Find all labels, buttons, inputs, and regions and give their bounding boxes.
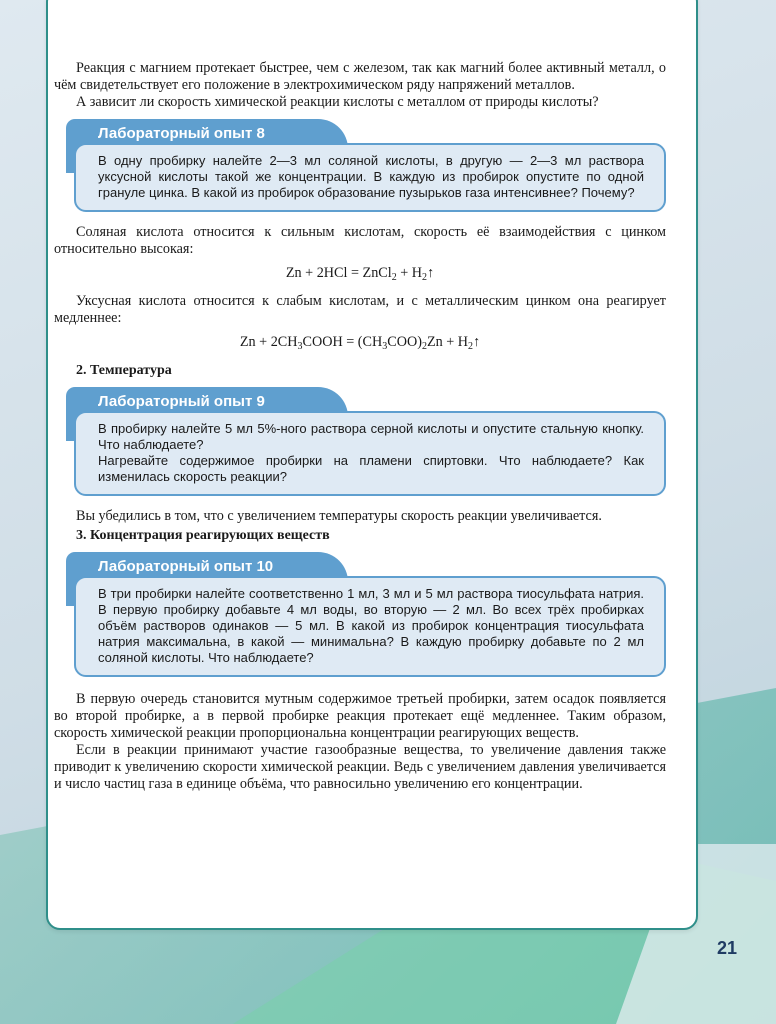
formula-part: COO) <box>387 334 422 350</box>
chemical-equation <box>54 264 666 287</box>
formula-subscript: 3 <box>382 341 388 352</box>
section-heading: 2. Температура <box>76 363 172 378</box>
lab-instructions <box>74 411 666 496</box>
chemical-equation <box>54 333 666 356</box>
paragraph: Уксусная кислота относится к слабым кислотам, и с металлическим цинком она реагирует медленнее: <box>54 293 666 326</box>
paragraph: А зависит ли скорость химической реакции кислоты с металлом от природы кислоты? <box>76 94 599 110</box>
formula-part: Zn + 2CH <box>239 334 298 350</box>
lab-experiment-8 <box>54 119 666 212</box>
lab-text: В пробирку налейте 5 мл 5%-ного раствора серной кислоты и опустите стальную кнопку. Что наблюдаете? <box>98 421 644 452</box>
formula-subscript: 2 <box>391 272 397 283</box>
paragraph: Соляная кислота относится к сильным кислотам, скорость её взаимодействия с цинком относительно высокая: <box>54 224 666 257</box>
section-heading: 3. Концентрация реагирующих веществ <box>76 528 330 543</box>
lab-text: В три пробирки налейте соответственно 1 мл, 3 мл и 5 мл раствора тиосульфата натрия. В первую пробирку добавьте 4 мл воды, во вторую — 2 мл. Во всех трёх пробирках объём растворов одинаков — 5 мл. В какой из пробирок концентрация тиосульфата натрия максимальна, в какой — минимальна? В каждую пробирку добавьте по 2 мл соляной кислоты. Что наблюдаете? <box>98 586 644 665</box>
paragraph: Если в реакции принимают участие газообразные вещества, то увеличение давления также приводит к увеличению скорости химической реакции. Ведь с увеличением давления увеличивается и число частиц газа в единице объёма, что равносильно увеличению его концентрации. <box>54 742 666 792</box>
paragraph: В первую очередь становится мутным содержимое третьей пробирки, затем осадок появляется во второй пробирке, а в первой пробирке реакция протекает ещё медленнее. Таким образом, скорость химической реакции пропорциональна концентрации реагирующих веществ. <box>54 691 666 741</box>
lab-text: В одну пробирку налейте 2—3 мл соляной кислоты, в другую — 2—3 мл раствора уксусной кислоты такой же концентрации. В каждую из пробирок опустите по одной грануле цинка. В какой из пробирок образование пузырьков газа интенсивнее? Почему? <box>98 153 644 200</box>
gas-arrow: ↑ <box>427 265 435 281</box>
formula-part: Zn + 2HCl = ZnCl <box>285 265 392 281</box>
formula-subscript: 2 <box>422 272 428 283</box>
paragraph: Реакция с магнием протекает быстрее, чем с железом, так как магний более активный металл, о чём свидетельствует его положение в электрохимическом ряду напряжений металлов. <box>54 60 666 93</box>
page-content <box>54 60 666 793</box>
lab-instructions <box>74 143 666 212</box>
lab-instructions <box>74 576 666 677</box>
lab-experiment-10 <box>54 552 666 677</box>
formula-part: COOH = (CH <box>302 334 383 350</box>
paragraph: Вы убедились в том, что с увеличением температуры скорость реакции увеличивается. <box>76 508 602 524</box>
formula-part: Zn + H <box>426 334 469 350</box>
formula-part: + H <box>396 265 423 281</box>
lab-experiment-9 <box>54 387 666 496</box>
formula-subscript: 3 <box>297 341 303 352</box>
lab-text: Нагревайте содержимое пробирки на пламени спиртовки. Что наблюдаете? Как изменилась скорость реакции? <box>98 453 644 484</box>
lab-title: Лабораторный опыт 9 <box>66 387 348 417</box>
gas-arrow: ↑ <box>473 334 481 350</box>
lab-title: Лабораторный опыт 8 <box>66 119 348 149</box>
page-number: 21 <box>717 938 738 958</box>
formula-subscript: 2 <box>421 341 427 352</box>
lab-title: Лабораторный опыт 10 <box>66 552 348 582</box>
formula-subscript: 2 <box>468 341 474 352</box>
